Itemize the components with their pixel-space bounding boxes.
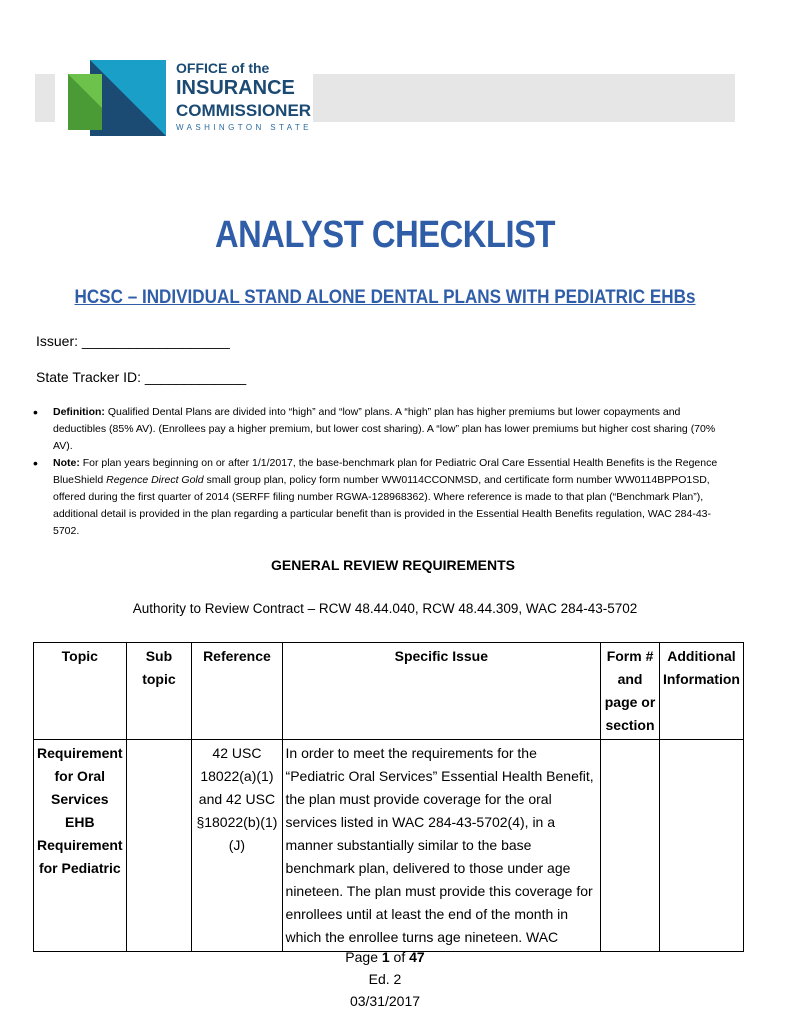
logo-line-1: OFFICE of the [176,60,270,76]
logo-line-4: WASHINGTON STATE [176,123,312,132]
page-prefix: Page [345,949,382,965]
cell-additional [659,740,743,952]
document-title: ANALYST CHECKLIST [214,214,556,256]
table-row [34,740,744,952]
cell-specific-issue: In order to meet the requirements for the “Pediatric Oral Services” Essential Health Benefit, the plan must provide coverage for the oral services listed in WAC 284-43-5702(4), in a manner substantially similar to the base benchmark plan, delivered to those under age nineteen. The plan must provide this coverage for enrollees until at least the end of the month in which the enrollee turns age nineteen. WAC [282,740,601,952]
table-header-row [34,643,744,740]
col-topic: Topic [34,643,127,740]
logo-line-2: INSURANCE [176,77,295,99]
page-total: 47 [409,949,425,965]
note-bullet [33,455,723,540]
notes-list [33,404,723,540]
note-label: Note: [53,457,80,469]
edition: Ed. 2 [368,971,402,987]
header-bar-right [313,74,735,122]
bullet-icon: • [33,404,38,420]
definition-text: Qualified Dental Plans are divided into “high” and “low” plans. A “high” plan has higher premiums but lower copayments and deductibles (85% AV). (Enrollees pay a higher premium, but lower cost sharing). A “low” plan has lower premiums but higher cost sharing (70% AV). [53,406,716,452]
definition-bullet [33,404,723,455]
definition-label: Definition: [53,406,105,418]
col-specific-issue: Specific Issue [282,643,601,740]
document-subtitle: HCSC – INDIVIDUAL STAND ALONE DENTAL PLANS WITH PEDIATRIC EHBs [74,287,696,308]
requirements-table-wrapper [33,642,744,945]
note-text-2: small group plan, policy form number WW0114CCONMSD, and certificate form number WW0114BPPO1SD, offered during the first quarter of 2014 (SERFF filing number RGWA-128968362). Where reference is made to that plan (“Benchmark Plan”), additional detail is provided in the plan regarding a particular benefit than is provided in the Essential Health Benefits regulation, WAC 284-43-5702. [53,474,712,537]
cell-subtopic [126,740,192,952]
cell-topic: Requirement for Oral Services EHB Requirement for Pediatric [34,740,127,952]
logo-line-3: COMMISSIONER [176,101,312,120]
col-additional: Additional Information [659,643,743,740]
note-plan-name: Regence Direct Gold [106,474,204,486]
note-text-1: For plan years beginning on or after 1/1/2017, the base-benchmark plan for Pediatric Oral Care Essential Health Benefits is the Regence BlueShield [53,457,718,486]
col-subtopic: Sub topic [126,643,192,740]
document-date: 03/31/2017 [349,993,421,1009]
bullet-icon: • [33,455,38,471]
page-of: of [389,949,410,965]
page-number [0,946,770,968]
header-bar-left [35,74,55,122]
authority-line: Authority to Review Contract – RCW 48.44.040, RCW 48.44.309, WAC 284-43-5702 [132,601,638,616]
page-footer [0,946,770,1012]
cell-reference: 42 USC 18022(a)(1) and 42 USC §18022(b)(1)(J) [192,740,282,952]
section-heading: GENERAL REVIEW REQUIREMENTS [271,557,515,573]
oic-logo [68,60,312,140]
logo-mark-icon [68,60,168,140]
col-reference: Reference [192,643,282,740]
cell-form [601,740,660,952]
state-tracker-field: State Tracker ID: _____________ [36,369,247,385]
page-current: 1 [381,949,390,965]
requirements-table [33,642,744,952]
col-form: Form # and page or section [601,643,660,740]
issuer-field: Issuer: ___________________ [36,333,230,349]
